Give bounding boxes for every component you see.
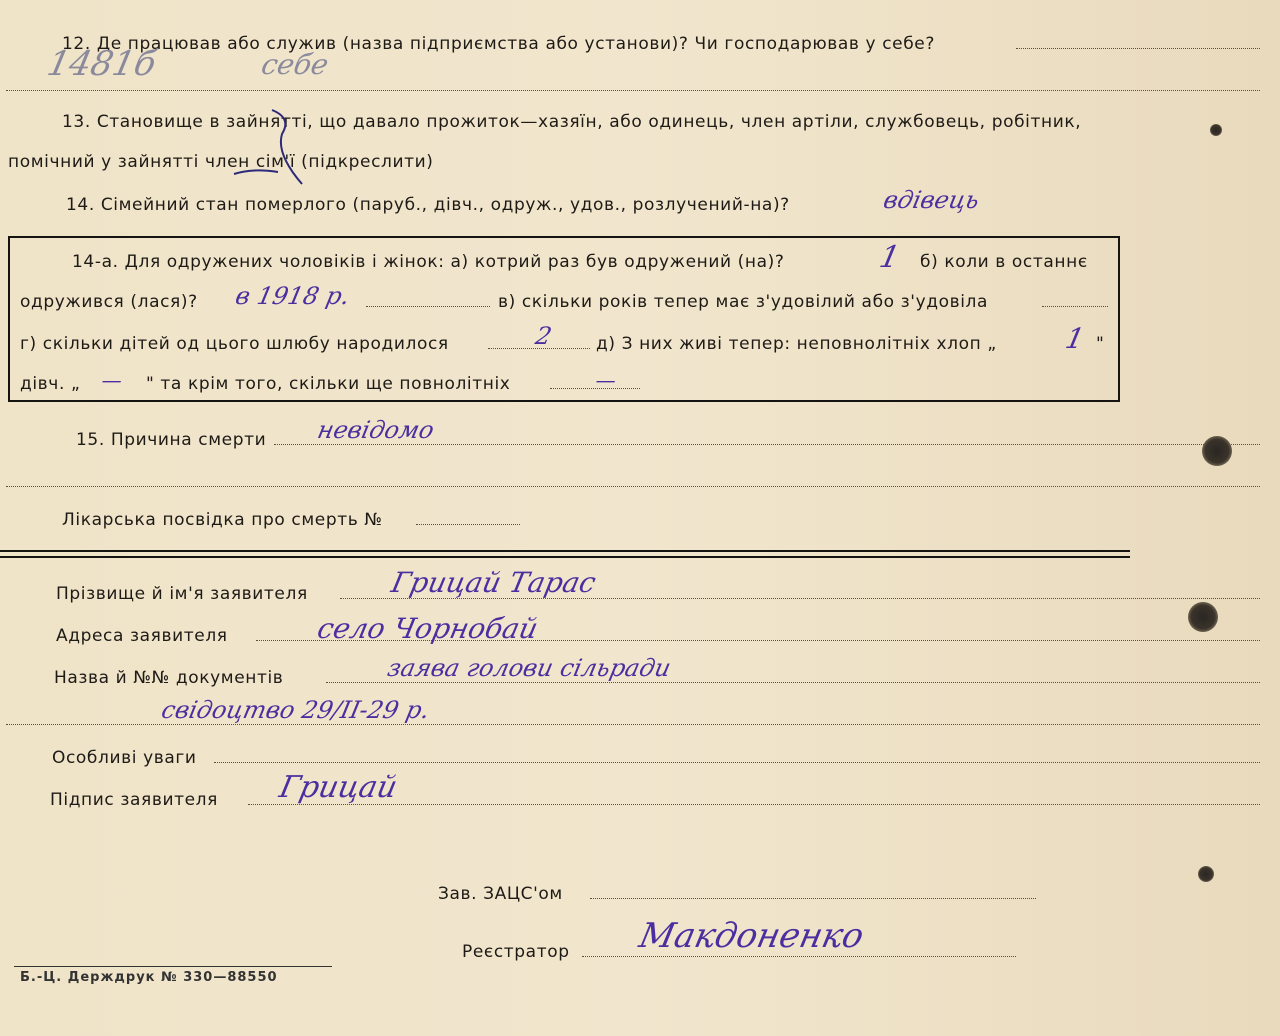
applicant-notes-line (214, 762, 1260, 763)
q14a-line3c: " (1096, 334, 1105, 354)
applicant-notes-label: Особливі уваги (52, 748, 197, 768)
q12-answer-line (6, 90, 1260, 91)
applicant-name-label: Прізвище й ім'я заявителя (56, 584, 308, 604)
q14a-boys: 1 (1062, 322, 1088, 355)
print-imprint: Б.-Ц. Держдрук № 330—88550 (20, 970, 278, 985)
footer-rule (14, 966, 332, 967)
q15-label: 15. Причина смерти (76, 430, 267, 450)
binding-hole (1202, 436, 1232, 466)
q13-line2: помічний у зайнятті член сім'ї (підкреслити) (8, 152, 434, 172)
q14a-married: в 1918 р. (233, 282, 353, 310)
q14a-girls: — (99, 368, 125, 392)
applicant-signature-value: Грицай (276, 770, 401, 805)
q12-label: 12. Де працював або служив (назва підприємства або установи)? Чи господарював у себе? (62, 34, 935, 54)
section-rule-bottom (0, 556, 1130, 558)
q15-answer-line (274, 444, 1260, 445)
q14a-line3b: д) З них живі тепер: неповнолітніх хлоп „ (596, 334, 997, 354)
office-registrar-signature: Макдоненко (635, 916, 868, 956)
applicant-docs-line (326, 682, 1260, 683)
q12-answer-b: себе (258, 48, 332, 81)
applicant-docs-second-line (6, 724, 1260, 725)
q15-second-line (6, 486, 1260, 487)
binding-hole (1210, 124, 1222, 136)
applicant-docs-value-1: заява голови сільради (385, 654, 674, 682)
certificate-label: Лікарська посвідка про смерть № (62, 510, 383, 530)
q14-answer: вдівець (881, 186, 982, 214)
office-head-label: Зав. ЗАЦС'ом (438, 884, 563, 904)
q14a-adults: — (593, 368, 619, 392)
q12-dotted-line (1016, 48, 1260, 49)
q14a-times: 1 (876, 240, 903, 275)
applicant-name-value: Грицай Тарас (388, 566, 599, 599)
section-rule-top (0, 550, 1130, 552)
q12-answer-a: 1481б (43, 44, 160, 84)
office-registrar-line (582, 956, 1016, 957)
q14a-line4a: дівч. „ (20, 374, 81, 394)
office-registrar-label: Реєстратор (462, 942, 570, 962)
q14a-line2b: в) скільки років тепер має з'удовілий або з'удовіла (498, 292, 989, 312)
binding-hole (1198, 866, 1214, 882)
q14a-line1: 14-а. Для одружених чоловіків і жінок: а) котрий раз був одружений (на)? (72, 252, 785, 272)
q14a-line4b: " та крім того, скільки ще повнолітніх (146, 374, 511, 394)
applicant-address-value: село Чорнобай (314, 612, 541, 645)
q14a-line3a: г) скільки дітей од цього шлюбу народилося (20, 334, 449, 354)
underline-mark (232, 104, 312, 190)
certificate-number-line (416, 524, 520, 525)
applicant-docs-value-2: свідоцтво 29/ІІ-29 р. (159, 696, 433, 724)
q14a-years-line (1042, 306, 1108, 307)
applicant-address-label: Адреса заявителя (56, 626, 228, 646)
q13-line1: 13. Становище в зайнятті, що давало прожиток—хазяїн, або одинець, член артіли, службовець, робітник, (62, 112, 1082, 132)
applicant-docs-label: Назва й №№ документів (54, 668, 284, 688)
office-head-line (590, 898, 1036, 899)
q14a-married-line (366, 306, 490, 307)
q14a-line1b: б) коли в останнє (920, 252, 1088, 272)
q14a-children: 2 (533, 322, 555, 350)
q15-answer: невідомо (315, 416, 437, 444)
applicant-signature-line (248, 804, 1260, 805)
q14-label: 14. Сімейний стан померлого (паруб., дівч., одруж., удов., розлучений-на)? (66, 195, 790, 215)
applicant-signature-label: Підпис заявителя (50, 790, 218, 810)
binding-hole (1188, 602, 1218, 632)
q14a-line2a: одружився (лася)? (20, 292, 198, 312)
